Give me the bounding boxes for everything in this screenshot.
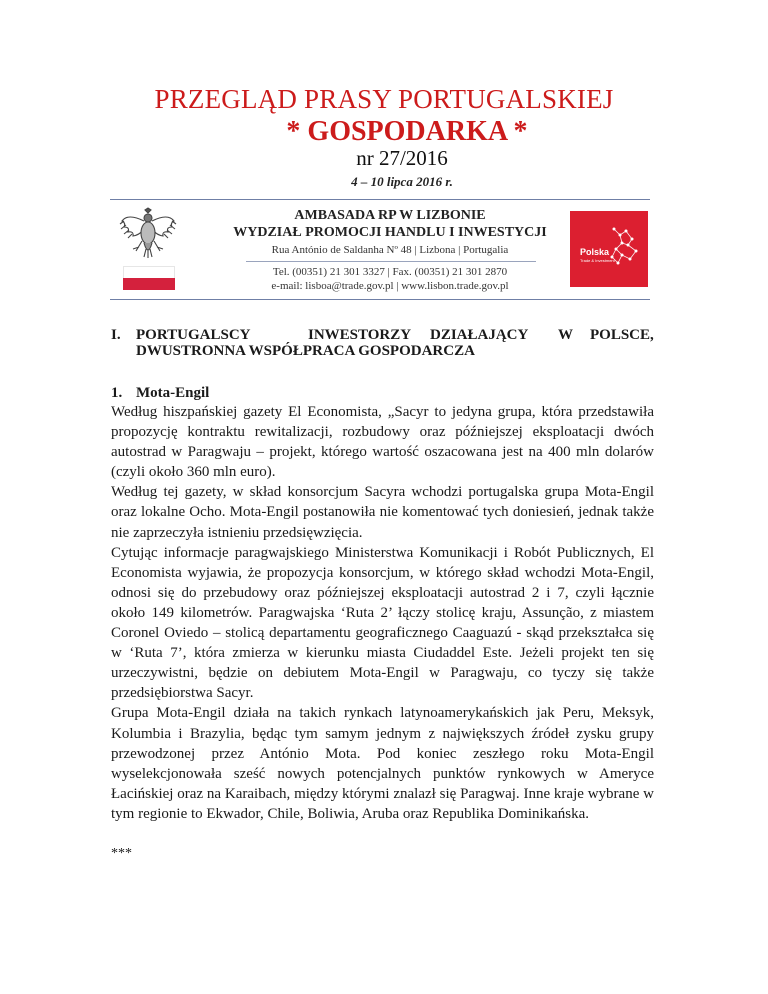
logo-tagline: Trade & Investment bbox=[580, 258, 615, 263]
section-separator: *** bbox=[111, 846, 132, 861]
embassy-address: Rua António de Saldanha Nº 48 | Lizbona | Portugalia bbox=[271, 244, 509, 256]
article-heading bbox=[111, 385, 209, 402]
section-word: DZIAŁAJĄCY bbox=[430, 327, 529, 343]
publication-title: PRZEGLĄD PRASY PORTUGALSKIEJ bbox=[154, 84, 614, 114]
article-paragraph: Według tej gazety, w skład konsorcjum Sacyra wchodzi portugalska grupa Mota-Engil oraz lokalne Ocho. Mota-Engil postanowiła nie komentować tych doniesień, jednak także nie zaprzeczyła istnieniu przedsięwzięcia. bbox=[111, 484, 654, 541]
header-rule-bottom bbox=[110, 299, 650, 300]
article-body bbox=[111, 402, 654, 824]
section-number: I. bbox=[111, 327, 121, 343]
section-word: PORTUGALSCY bbox=[136, 327, 251, 343]
section-line-2: DWUSTRONNA WSPÓŁPRACA GOSPODARCZA bbox=[136, 343, 475, 359]
embassy-name: AMBASADA RP W LIZBONIE bbox=[294, 208, 486, 223]
embassy-department: WYDZIAŁ PROMOCJI HANDLU I INWESTYCJI bbox=[233, 225, 547, 240]
article-title: Mota-Engil bbox=[136, 385, 210, 401]
section-word: INWESTORZY bbox=[308, 327, 412, 343]
issue-dates: 4 – 10 lipca 2016 r. bbox=[351, 174, 453, 189]
logo-wordmark: Polska bbox=[580, 247, 610, 257]
polish-eagle-emblem-icon bbox=[118, 207, 178, 259]
embassy-contact-links: e-mail: lisboa@trade.gov.pl | www.lisbon.trade.gov.pl bbox=[271, 280, 509, 292]
section-word: POLSCE, bbox=[590, 327, 654, 343]
article-paragraph: Cytując informacje paragwajskiego Ministerstwa Komunikacji i Robót Publicznych, El Economista wyjawia, że propozycja konsorcjum, w którego skład wchodzi Mota-Engil, odnosi się do przebudowy oraz późniejszej eksploatacji autostrad 2 i 7, czyli łącznie około 149 kilometrów. Paragwajska ‘Ruta 2’ łączy stolicę kraju, Assunção, z miastem Coronel Oviedo – stolicą departamentu geograficznego Caaguazú - skąd przekształca się w ‘Ruta 7’, która zmierza w kierunku miasta Ciudaddel Este. Jeżeli projekt ten się urzeczywistni, będzie on debiutem Mota-Engil w Paragwaju, co tyczy się także przedsiębiorstwa Sacyr. bbox=[111, 544, 654, 702]
issue-number: nr 27/2016 bbox=[356, 146, 448, 170]
header-rule-top bbox=[110, 199, 650, 200]
polish-flag-icon bbox=[123, 266, 175, 290]
article-number: 1. bbox=[111, 385, 123, 401]
embassy-divider bbox=[246, 261, 536, 262]
article-paragraph: Według hiszpańskiej gazety El Economista, „Sacyr to jedyna grupa, która przedstawiła propozycję kontraktu rewitalizacji, rozbudowy oraz późniejszej eksploatacji dwóch autostrad w Paragwaju – projekt, którego wartość oszacowana jest na 400 mln dolarów (czyli około 360 mln euro). bbox=[111, 404, 654, 481]
embassy-phone: Tel. (00351) 21 301 3327 | Fax. (00351) 21 301 2870 bbox=[272, 266, 508, 278]
publication-subtitle: * GOSPODARKA * bbox=[286, 116, 528, 147]
polska-trade-logo bbox=[570, 211, 648, 287]
section-word: W bbox=[558, 327, 573, 343]
article-paragraph: Grupa Mota-Engil działa na takich rynkach latynoamerykańskich jak Peru, Meksyk, Kolumbia i Brazylia, będąc tym samym jednym z największych źródeł zysku grupy przewodzonej przez António Mota. Pod koniec zeszłego roku Mota-Engil wyselekcjonowała sześć nowych potencjalnych punktów rynkowych w Ameryce Łacińskiej oraz na Karaibach, między którymi znalazł się Paragwaj. Inne kraje wybrane w tym regionie to Ekwador, Chile, Boliwia, Aruba oraz Republika Dominikańska. bbox=[111, 705, 654, 822]
